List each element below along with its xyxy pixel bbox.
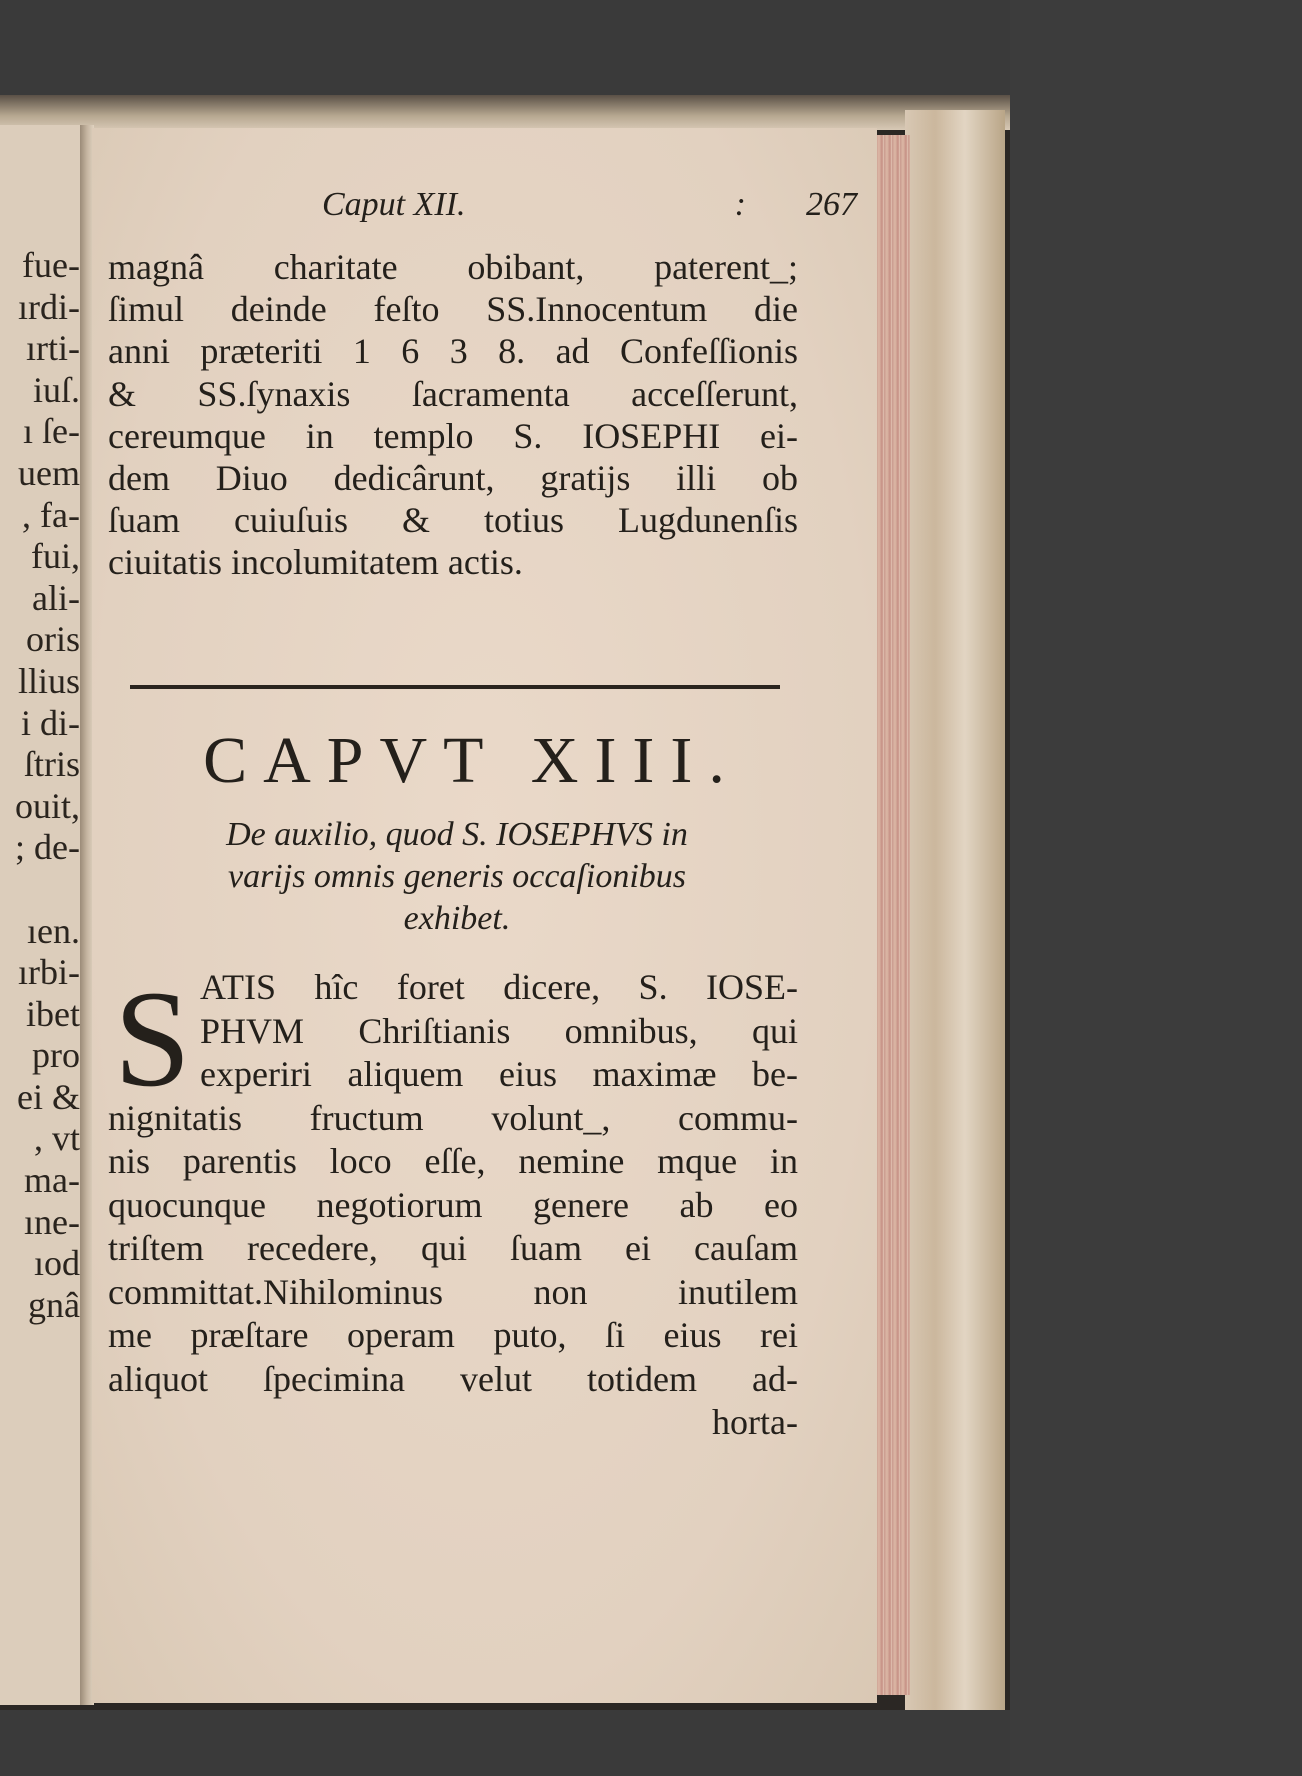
- left-page-fragment: fue-: [22, 245, 80, 285]
- left-page-fragment: ırti-: [26, 328, 80, 369]
- text-line: nis parentis loco eſſe, nemine mque in: [108, 1141, 798, 1181]
- left-page-fragment: ; de-: [15, 827, 80, 868]
- left-page-fragment: ıen.: [27, 910, 80, 951]
- left-page-fragment: ma-: [24, 1160, 80, 1201]
- left-page-fragment: ırbi-: [18, 952, 80, 993]
- chapter-title: CAPVT XIII.: [203, 724, 741, 797]
- left-page-fragment: ırdi-: [18, 286, 80, 327]
- text-line: experiri aliquem eius maximæ be-: [200, 1054, 798, 1094]
- text-line: quocunque negotiorum genere ab eo: [108, 1184, 798, 1225]
- running-head-title: Caput XII.: [322, 186, 466, 223]
- text-line: cereumque in templo S. IOSEPHI ei-: [108, 415, 798, 456]
- subtitle-line: varijs omnis generis occaſionibus: [227, 858, 687, 895]
- catchword: horta-: [712, 1402, 798, 1442]
- top-paragraph: [108, 246, 798, 584]
- text-line: nignitatis fructum volunt_, commu-: [108, 1097, 798, 1138]
- running-head-separator: :: [734, 186, 746, 223]
- book-top-edge: [0, 95, 1010, 130]
- chapter-subtitle: [112, 814, 802, 940]
- section-divider-rule: [130, 685, 780, 689]
- subtitle-line: exhibet.: [403, 900, 511, 937]
- text-line: ciuitatis incolumitatem actis.: [108, 542, 523, 583]
- text-line: me præſtare operam puto, ſi eius rei: [108, 1315, 798, 1355]
- left-page-fragment: oris: [26, 619, 80, 660]
- text-line: dem Diuo dedicârunt, gratijs illi ob: [108, 458, 798, 499]
- left-page-fragment: i di-: [21, 702, 80, 743]
- body-paragraph: [108, 962, 798, 1445]
- text-line: aliquot ſpecimina velut totidem ad-: [108, 1358, 798, 1399]
- left-page-fragment: ei &: [17, 1076, 80, 1117]
- left-page-fragment: ı ſe-: [23, 411, 80, 452]
- left-page-fragment: ıne-: [24, 1201, 80, 1242]
- left-page-fragment: uem: [18, 452, 80, 493]
- left-page-fragment: iuſ.: [32, 369, 80, 410]
- text-line: & SS.ſynaxis ſacramenta acceſſerunt,: [108, 373, 798, 414]
- book-fore-edge-cover: [905, 110, 1005, 1710]
- left-page-fragment: ſtris: [23, 744, 80, 785]
- left-page: [0, 125, 88, 1705]
- right-page: [92, 128, 877, 1703]
- left-page-fragment: ibet: [26, 993, 80, 1034]
- left-page-fragment: , fa-: [22, 494, 80, 535]
- text-line: PHVM Chriſtianis omnibus, qui: [200, 1010, 798, 1051]
- text-line: ATIS hîc foret dicere, S. IOSE-: [200, 967, 798, 1007]
- left-page-fragment: gnâ: [28, 1284, 80, 1325]
- left-page-fragment: [0, 869, 80, 911]
- left-page-fragment: fui,: [31, 536, 80, 577]
- text-line: magnâ charitate obibant, paterent_;: [108, 247, 798, 287]
- text-line: ſuam cuiuſuis & totius Lugdunenſis: [108, 500, 798, 541]
- left-page-fragment: , vt: [33, 1118, 80, 1159]
- background-right: [1010, 0, 1302, 1776]
- page-number-value: 267: [806, 186, 857, 223]
- subtitle-line: De auxilio, quod S. IOSEPHVS in: [226, 816, 688, 853]
- drop-cap: S: [114, 962, 191, 1115]
- text-line: committat.Nihilominus non inutilem: [108, 1271, 798, 1312]
- left-page-fragment: llius: [17, 660, 80, 701]
- left-page-text-fragments: [0, 245, 80, 1326]
- left-page-fragment: ouit,: [14, 785, 80, 826]
- left-page-fragment: pro: [32, 1035, 80, 1076]
- page-number: [735, 186, 857, 224]
- running-head: [322, 186, 862, 236]
- text-line: ſimul deinde feſto SS.Innocentum die: [108, 289, 798, 330]
- text-line: anni præteriti 1 6 3 8. ad Confeſſionis: [108, 331, 798, 372]
- left-page-fragment: ali-: [32, 577, 80, 618]
- left-page-fragment: ıod: [33, 1243, 80, 1284]
- text-line: triſtem recedere, qui ſuam ei cauſam: [108, 1228, 798, 1268]
